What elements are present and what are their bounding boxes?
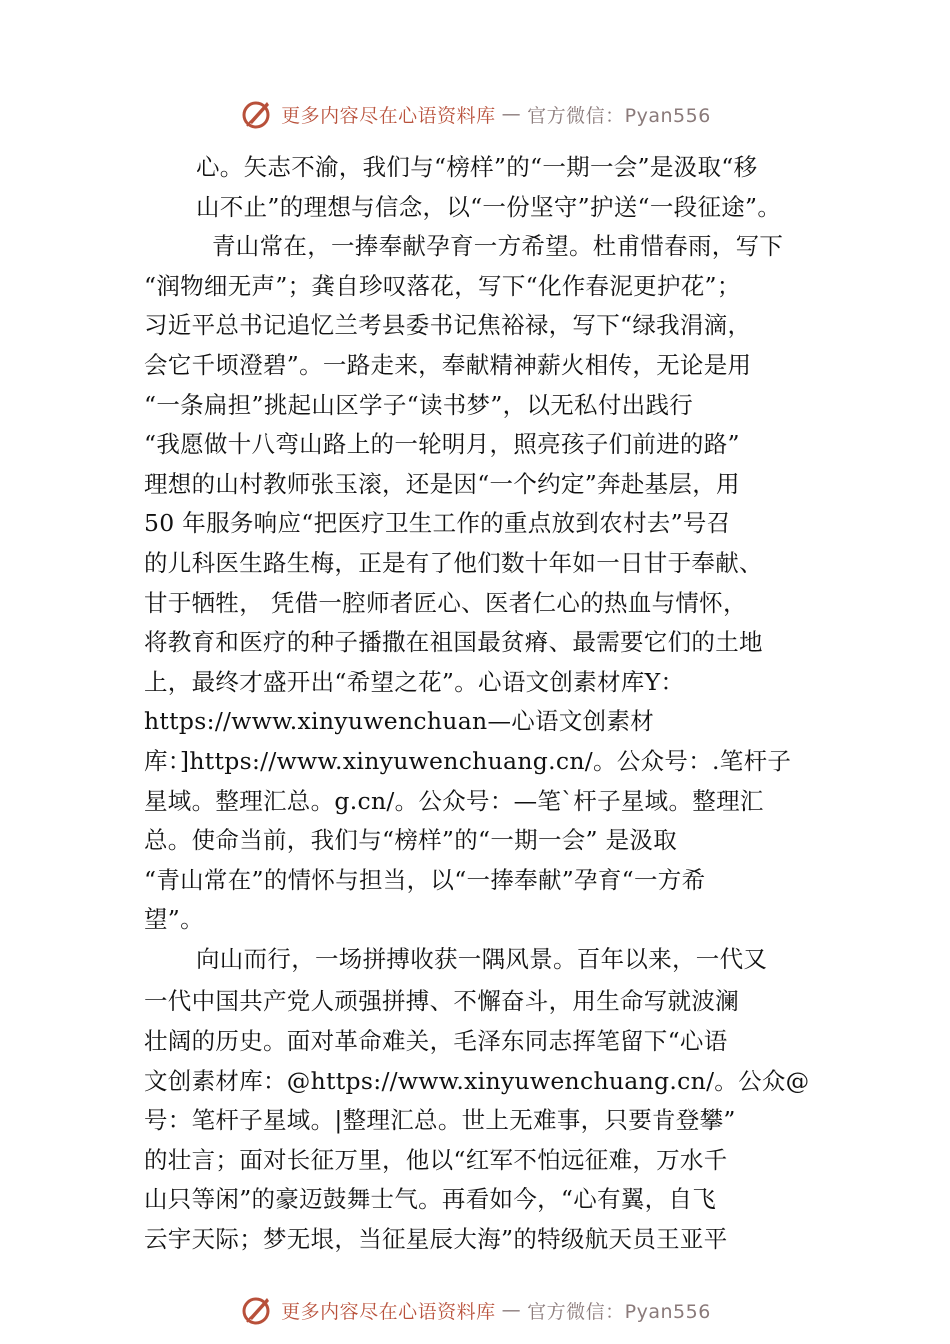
text-line: 上，最终才盛开出“希望之花”。心语文创素材库Y： <box>144 667 685 696</box>
banner-wechat: 官方微信：Pyan556 <box>527 104 711 127</box>
text-line: “润物细无声”；龚自珍叹落花，写下“化作春泥更护花”； <box>144 271 741 300</box>
header-banner <box>0 94 950 134</box>
text-line: “青山常在”的情怀与担当，以“一捧奉献”孕育“一方希 <box>144 865 706 894</box>
text-line: 星域。整理汇总。g.cn/。公众号：—笔`杆子星域。整理汇 <box>144 786 764 815</box>
text-line: https://www.xinyuwenchuan—心语文创素材 <box>144 707 655 736</box>
footer-banner <box>0 1290 950 1330</box>
banner-title: 更多内容尽在心语资料库 <box>281 1300 496 1323</box>
text-line: 的儿科医生路生梅，正是有了他们数十年如一日甘于奉献、 <box>144 548 763 577</box>
quill-logo-icon <box>239 96 275 132</box>
text-line: 甘于牺牲， 凭借一腔师者匠心、医者仁心的热血与情怀， <box>144 588 747 617</box>
text-line: “我愿做十八弯山路上的一轮明月，照亮孩子们前进的路” <box>144 430 740 459</box>
text-line: 文创素材库：@https://www.xinyuwenchuang.cn/。公众@ <box>144 1066 810 1095</box>
text-line: 50 年服务响应“把医疗卫生工作的重点放到农村去”号召 <box>144 509 731 538</box>
banner-wechat: 官方微信：Pyan556 <box>527 1300 711 1323</box>
text-line: 云宇天际；梦无垠，当征星辰大海”的特级航天员王亚平 <box>144 1225 728 1254</box>
banner-dash: — <box>501 1299 522 1321</box>
text-line: 理想的山村教师张玉滚，还是因“一个约定”奔赴基层，用 <box>144 469 740 498</box>
text-line: 一代中国共产党人顽强拼搏、不懈奋斗，用生命写就波澜 <box>144 987 739 1016</box>
text-line: 山只等闲”的豪迈鼓舞士气。再看如今，“心有翼，自飞 <box>144 1185 717 1214</box>
text-line: 将教育和医疗的种子播撒在祖国最贫瘠、最需要它们的土地 <box>144 628 763 657</box>
quill-logo-icon <box>239 1292 275 1328</box>
banner-dash: — <box>501 103 522 125</box>
text-line: 习近平总书记追忆兰考县委书记焦裕禄，写下“绿我涓滴， <box>144 311 752 340</box>
text-line: 总。使命当前，我们与“榜样”的“一期一会” 是汲取 <box>144 826 678 855</box>
text-line: 会它千顷澄碧”。一路走来，奉献精神薪火相传，无论是用 <box>144 350 752 379</box>
banner-title: 更多内容尽在心语资料库 <box>281 104 496 127</box>
text-line: 库：]https://www.xinyuwenchuang.cn/。公众号：.笔杆子 <box>144 746 792 775</box>
text-line: 青山常在，一捧奉献孕育一方希望。杜甫惜春雨，写下 <box>212 232 784 261</box>
text-line: 向山而行，一场拼搏收获一隅风景。百年以来，一代又 <box>196 944 768 973</box>
text-line: 心。矢志不渝，我们与“榜样”的“一期一会”是汲取“移 <box>196 153 758 181</box>
document-body <box>144 148 824 1260</box>
text-line: 壮阔的历史。面对革命难关，毛泽东同志挥笔留下“心语 <box>144 1027 728 1056</box>
text-line: 号：笔杆子星域。|整理汇总。世上无难事，只要肯登攀” <box>144 1106 736 1135</box>
text-line: “一条扁担”挑起山区学子“读书梦”，以无私付出践行 <box>144 390 694 419</box>
text-line: 山不止”的理想与信念，以“一份坚守”护送“一段征途”。 <box>196 192 782 221</box>
text-line: 的壮言；面对长征万里，他以“红军不怕远征难，万水千 <box>144 1145 728 1174</box>
text-line: 望”。 <box>144 905 204 934</box>
